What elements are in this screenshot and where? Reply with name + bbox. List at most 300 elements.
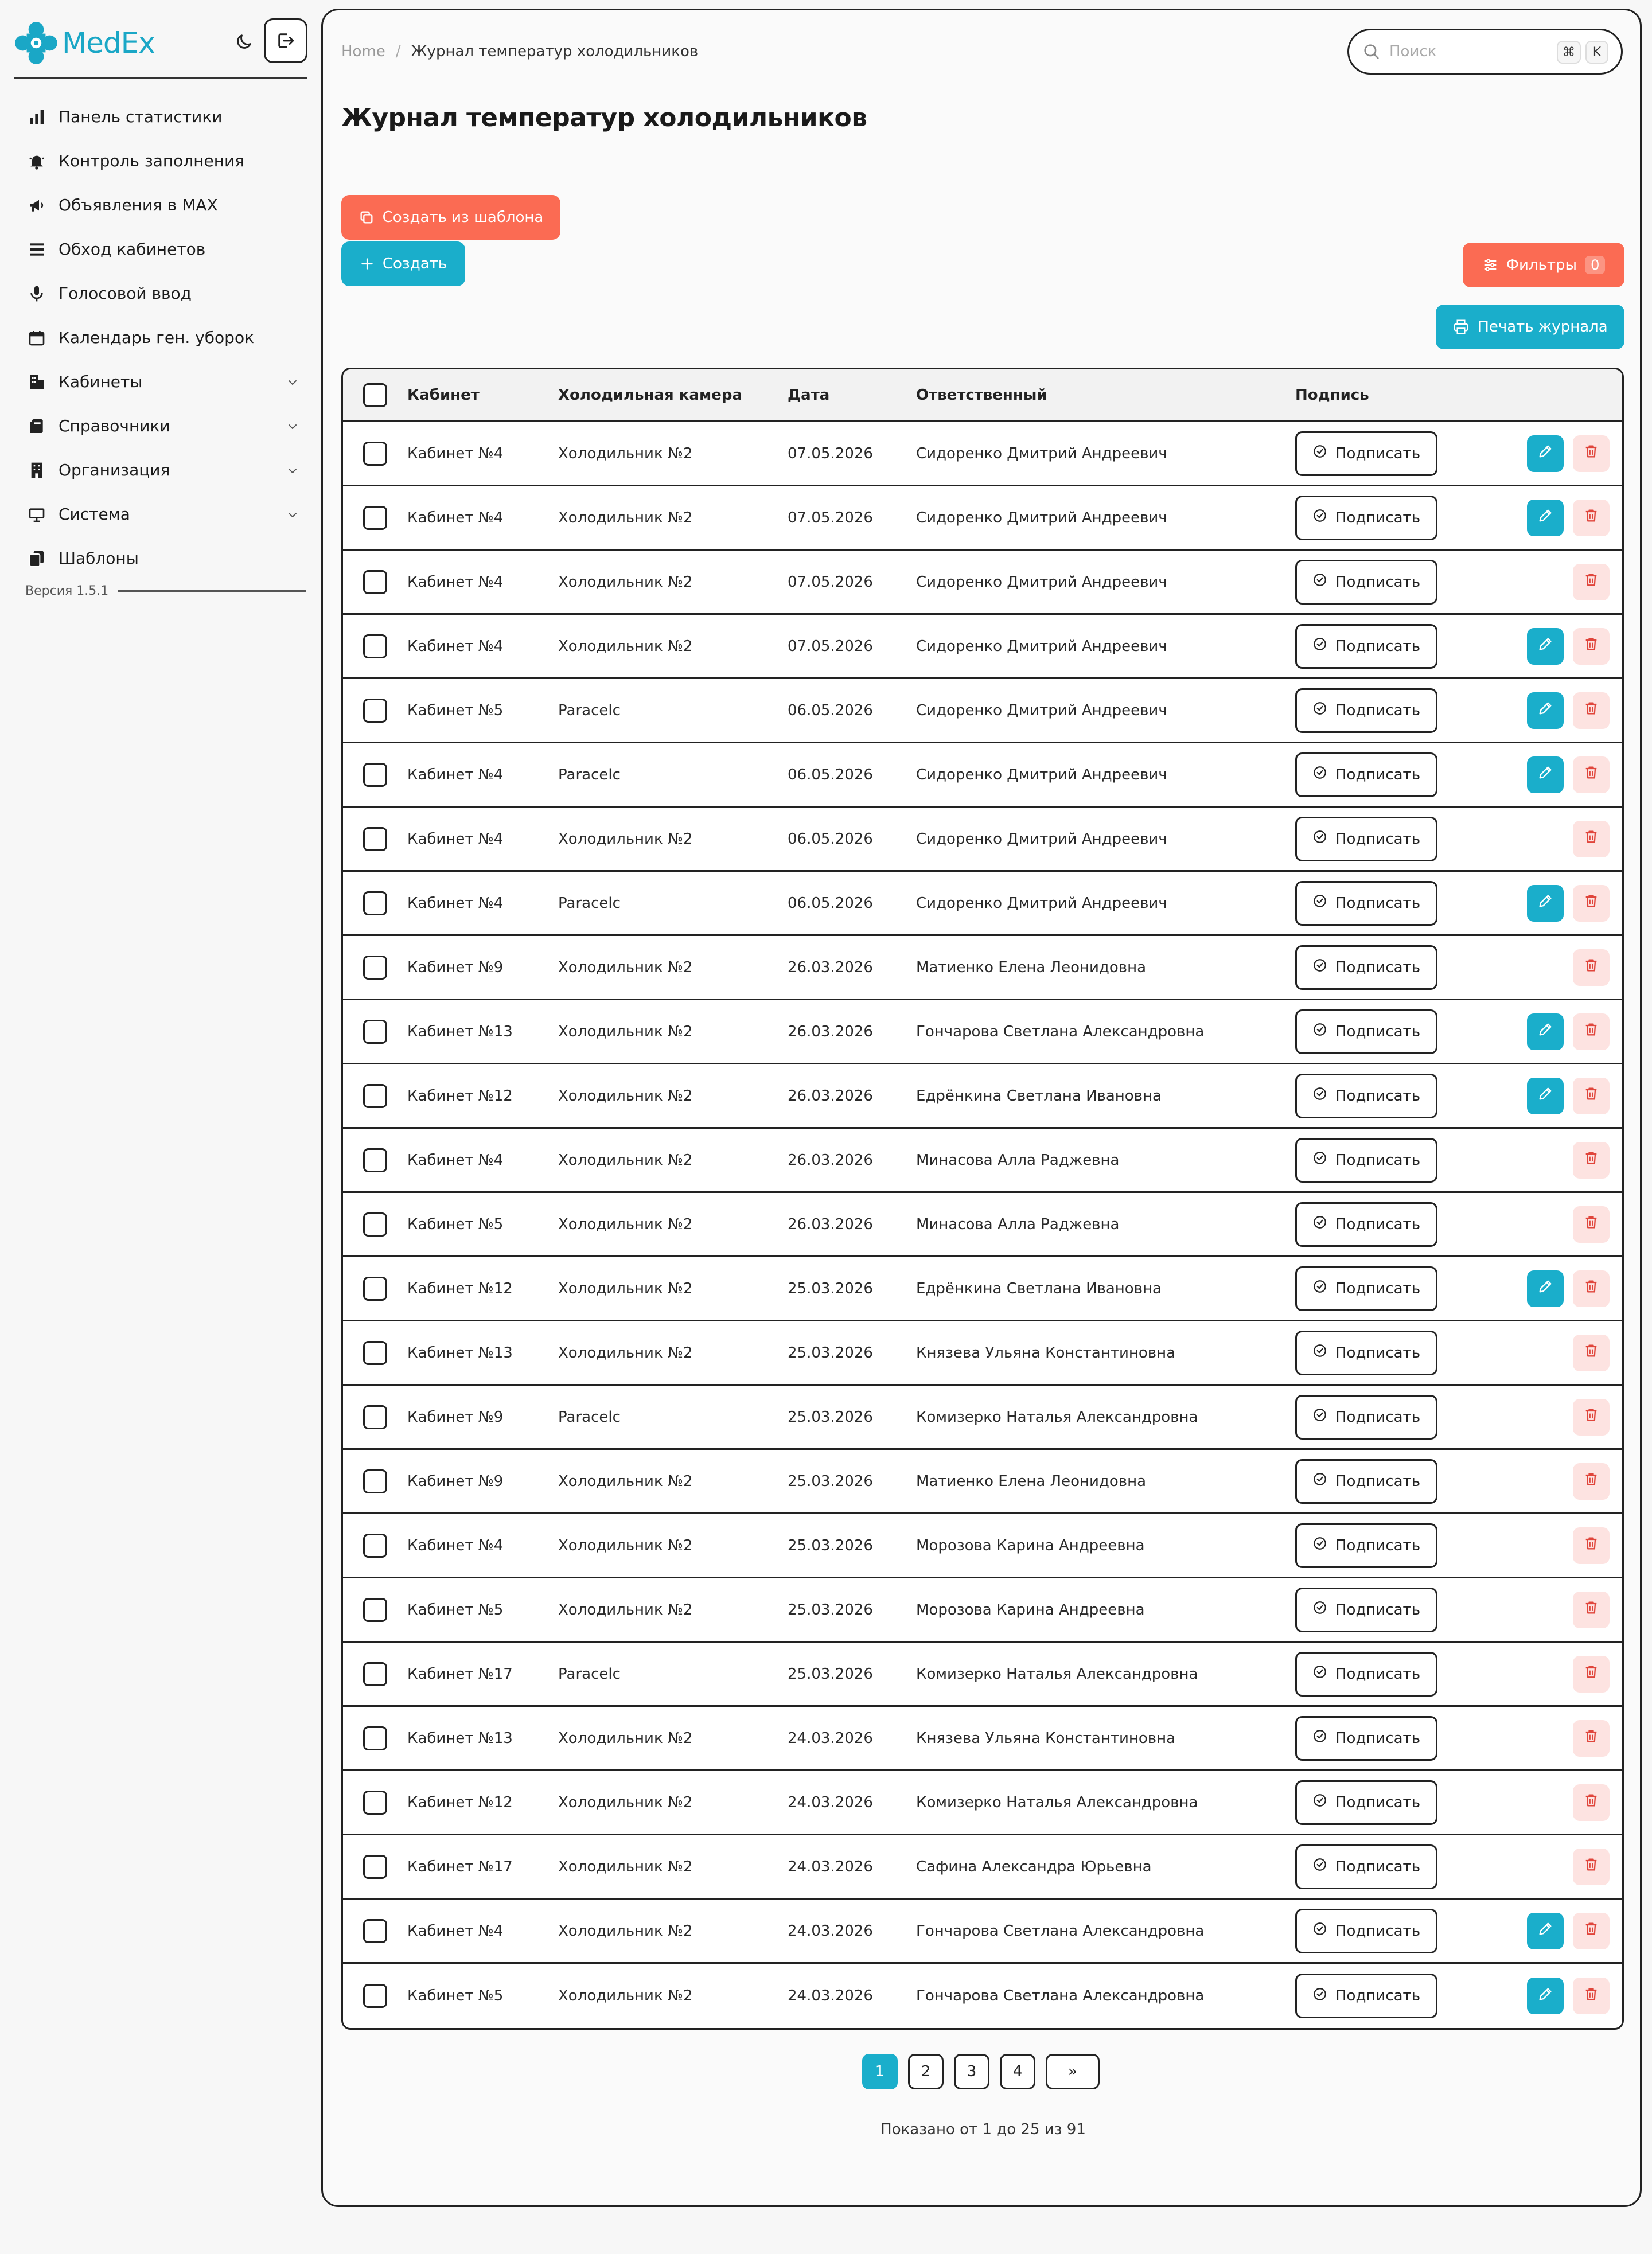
sign-button-label: Подписать <box>1335 1280 1421 1297</box>
table-row <box>343 872 1622 936</box>
row-checkbox[interactable] <box>363 1148 387 1172</box>
row-checkbox[interactable] <box>363 1791 387 1815</box>
row-actions <box>1525 435 1622 472</box>
edit-button[interactable] <box>1527 1913 1564 1949</box>
row-checkbox[interactable] <box>363 634 387 658</box>
table-row <box>343 1514 1622 1578</box>
delete-button[interactable] <box>1573 1335 1610 1371</box>
sidebar-item-book[interactable] <box>25 404 306 448</box>
row-actions <box>1525 1335 1622 1371</box>
delete-button[interactable] <box>1573 1913 1610 1949</box>
page-button-2[interactable]: 2 <box>908 2054 944 2089</box>
delete-button[interactable] <box>1573 1270 1610 1307</box>
cell-camera: Paracelc <box>558 1408 621 1426</box>
sign-button[interactable] <box>1295 1266 1437 1311</box>
delete-button[interactable] <box>1573 1592 1610 1628</box>
row-actions <box>1525 1270 1622 1307</box>
sign-button-label: Подписать <box>1335 1151 1421 1169</box>
cell-signature <box>1295 752 1525 797</box>
cell-signature <box>1295 1588 1525 1632</box>
cell-date: 24.03.2026 <box>788 1858 873 1875</box>
sidebar-item-label: Кабинеты <box>59 372 143 391</box>
create-button[interactable] <box>341 241 465 286</box>
files-icon <box>25 547 48 570</box>
cell-cabinet: Кабинет №4 <box>407 1151 504 1169</box>
table-body <box>343 422 1622 2028</box>
delete-button[interactable] <box>1573 1206 1610 1243</box>
cell-responsible: Морозова Карина Андреевна <box>916 1601 1145 1619</box>
row-checkbox-cell <box>343 570 407 594</box>
sign-button-label: Подписать <box>1335 1987 1421 2005</box>
cell-camera: Холодильник №2 <box>558 1151 693 1169</box>
cell-date: 07.05.2026 <box>788 444 873 462</box>
breadcrumb-current: Журнал температур холодильников <box>411 43 699 60</box>
check-circle-icon <box>1312 829 1327 848</box>
delete-button[interactable] <box>1573 1078 1610 1114</box>
cell-signature <box>1295 1266 1525 1311</box>
sign-button-label: Подписать <box>1335 1087 1421 1105</box>
trash-icon <box>1583 1343 1599 1363</box>
sidebar-nav <box>25 95 306 580</box>
check-circle-icon <box>1312 1279 1327 1298</box>
row-checkbox-cell <box>343 699 407 723</box>
row-checkbox[interactable] <box>363 1662 387 1686</box>
cell-cabinet: Кабинет №12 <box>407 1280 513 1297</box>
create-from-template-label: Создать из шаблона <box>382 209 544 226</box>
cell-signature <box>1295 1780 1525 1825</box>
row-checkbox[interactable] <box>363 1919 387 1943</box>
row-checkbox-cell <box>343 956 407 980</box>
sign-button[interactable] <box>1295 1909 1437 1953</box>
sidebar-item-bell[interactable] <box>25 139 306 183</box>
sign-button[interactable] <box>1295 945 1437 990</box>
sidebar-item-list[interactable] <box>25 227 306 271</box>
table-row <box>343 1129 1622 1193</box>
trash-icon <box>1583 1086 1599 1106</box>
sign-button-label: Подписать <box>1335 830 1421 848</box>
search-box[interactable] <box>1347 29 1623 75</box>
cell-signature <box>1295 1395 1525 1440</box>
trash-icon <box>1583 1792 1599 1812</box>
sign-button[interactable] <box>1295 496 1437 540</box>
table-row <box>343 679 1622 743</box>
row-checkbox[interactable] <box>363 1984 387 2008</box>
shortcut-k-key: K <box>1585 41 1608 64</box>
delete-button[interactable] <box>1573 1463 1610 1500</box>
cell-responsible: Комизерко Наталья Александровна <box>916 1793 1198 1811</box>
cell-signature <box>1295 1844 1525 1889</box>
breadcrumb-separator: / <box>395 43 401 60</box>
cell-camera: Холодильник №2 <box>558 1472 693 1490</box>
cell-camera: Холодильник №2 <box>558 1601 693 1619</box>
sign-button[interactable] <box>1295 1523 1437 1568</box>
row-checkbox[interactable] <box>363 699 387 723</box>
row-checkbox[interactable] <box>363 827 387 851</box>
sign-button-label: Подписать <box>1335 444 1421 462</box>
sign-button-label: Подписать <box>1335 1729 1421 1747</box>
delete-button[interactable] <box>1573 1527 1610 1564</box>
cell-responsible: Минасова Алла Раджевна <box>916 1215 1120 1233</box>
main-panel <box>321 9 1642 2207</box>
cell-cabinet: Кабинет №4 <box>407 766 504 783</box>
cell-cabinet: Кабинет №12 <box>407 1793 513 1811</box>
cell-responsible: Сафина Александра Юрьевна <box>916 1858 1152 1875</box>
edit-button[interactable] <box>1527 1013 1564 1050</box>
sign-button[interactable] <box>1295 431 1437 476</box>
row-checkbox[interactable] <box>363 1212 387 1237</box>
delete-button[interactable] <box>1573 564 1610 600</box>
row-checkbox[interactable] <box>363 891 387 915</box>
row-checkbox[interactable] <box>363 1534 387 1558</box>
pagination <box>862 2054 1100 2089</box>
pencil-icon <box>1537 765 1553 785</box>
row-checkbox-cell <box>343 1084 407 1108</box>
cell-signature <box>1295 881 1525 926</box>
row-checkbox-cell <box>343 1662 407 1686</box>
edit-button[interactable] <box>1527 628 1564 665</box>
delete-button[interactable] <box>1573 1013 1610 1050</box>
trash-icon <box>1583 1150 1599 1170</box>
page-button-1[interactable]: 1 <box>862 2054 898 2089</box>
sign-button-label: Подписать <box>1335 637 1421 655</box>
trash-icon <box>1583 1986 1599 2006</box>
edit-button[interactable] <box>1527 756 1564 793</box>
check-circle-icon <box>1312 637 1327 656</box>
cell-date: 25.03.2026 <box>788 1408 873 1426</box>
cell-responsible: Сидоренко Дмитрий Андреевич <box>916 509 1167 527</box>
table-row <box>343 486 1622 551</box>
pencil-icon <box>1537 443 1553 463</box>
trash-icon <box>1583 1728 1599 1748</box>
sign-button-label: Подписать <box>1335 1408 1421 1426</box>
breadcrumb-home[interactable]: Home <box>341 43 385 60</box>
trash-icon <box>1583 443 1599 463</box>
edit-button[interactable] <box>1527 435 1564 472</box>
cell-signature <box>1295 1974 1525 2018</box>
app-logo[interactable] <box>13 17 155 69</box>
cell-responsible: Сидоренко Дмитрий Андреевич <box>916 766 1167 783</box>
pencil-icon <box>1537 636 1553 656</box>
sign-button[interactable] <box>1295 1009 1437 1054</box>
delete-button[interactable] <box>1573 500 1610 536</box>
edit-button[interactable] <box>1527 500 1564 536</box>
check-circle-icon <box>1312 1407 1327 1426</box>
sidebar-item-office[interactable] <box>25 448 306 492</box>
edit-button[interactable] <box>1527 1078 1564 1114</box>
cell-date: 26.03.2026 <box>788 1215 873 1233</box>
pencil-icon <box>1537 893 1553 913</box>
sidebar-item-microphone[interactable] <box>25 271 306 315</box>
table-row <box>343 1321 1622 1386</box>
row-checkbox-cell <box>343 891 407 915</box>
row-checkbox[interactable] <box>363 1726 387 1750</box>
row-actions <box>1525 628 1622 665</box>
row-checkbox-cell <box>343 763 407 787</box>
sign-button[interactable] <box>1295 1652 1437 1697</box>
column-header-cabinet[interactable]: Кабинет <box>407 386 480 404</box>
check-circle-icon <box>1312 1536 1327 1555</box>
check-circle-icon <box>1312 1987 1327 2006</box>
cell-camera: Холодильник №2 <box>558 1858 693 1875</box>
cell-signature <box>1295 1009 1525 1054</box>
cell-signature <box>1295 1909 1525 1953</box>
row-checkbox-cell <box>343 506 407 530</box>
cell-camera: Холодильник №2 <box>558 1023 693 1040</box>
edit-button[interactable] <box>1527 1978 1564 2014</box>
sign-button[interactable] <box>1295 688 1437 733</box>
sidebar-item-label: Обход кабинетов <box>59 240 206 259</box>
sidebar-item-monitor[interactable] <box>25 492 306 536</box>
trash-icon <box>1583 1471 1599 1491</box>
sign-button[interactable] <box>1295 1459 1437 1504</box>
header-checkbox-cell <box>343 383 407 407</box>
cell-responsible: Сидоренко Дмитрий Андреевич <box>916 894 1167 912</box>
cell-date: 07.05.2026 <box>788 573 873 591</box>
sign-button-label: Подписать <box>1335 1215 1421 1233</box>
delete-button[interactable] <box>1573 756 1610 793</box>
row-checkbox[interactable] <box>363 1277 387 1301</box>
pencil-icon <box>1537 700 1553 720</box>
row-checkbox-cell <box>343 1148 407 1172</box>
cell-date: 25.03.2026 <box>788 1344 873 1362</box>
cell-cabinet: Кабинет №5 <box>407 1215 504 1233</box>
delete-button[interactable] <box>1573 692 1610 729</box>
row-actions <box>1525 500 1622 536</box>
row-actions <box>1525 1720 1622 1757</box>
delete-button[interactable] <box>1573 628 1610 665</box>
trash-icon <box>1583 1278 1599 1298</box>
cell-signature <box>1295 1652 1525 1697</box>
table-row <box>343 1835 1622 1900</box>
sign-button[interactable] <box>1295 1331 1437 1375</box>
cell-signature <box>1295 496 1525 540</box>
sidebar-item-bar-chart[interactable] <box>25 95 306 139</box>
edit-button[interactable] <box>1527 1270 1564 1307</box>
row-checkbox-cell <box>343 1212 407 1237</box>
chevron-down-icon <box>286 463 299 477</box>
cell-camera: Холодильник №2 <box>558 573 693 591</box>
version-divider <box>118 590 306 592</box>
cell-date: 25.03.2026 <box>788 1665 873 1683</box>
moon-icon <box>234 32 254 52</box>
delete-button[interactable] <box>1573 1656 1610 1693</box>
check-circle-icon <box>1312 1215 1327 1234</box>
page-button-4[interactable]: 4 <box>1000 2054 1035 2089</box>
row-checkbox[interactable] <box>363 1341 387 1365</box>
book-icon <box>25 415 48 438</box>
check-circle-icon <box>1312 1664 1327 1683</box>
check-circle-icon <box>1312 701 1327 720</box>
cell-date: 24.03.2026 <box>788 1922 873 1940</box>
cell-camera: Холодильник №2 <box>558 637 693 655</box>
column-header-signature[interactable]: Подпись <box>1295 386 1369 404</box>
column-header-date[interactable]: Дата <box>788 386 830 404</box>
cell-cabinet: Кабинет №13 <box>407 1023 513 1040</box>
sliders-icon <box>1482 257 1498 273</box>
sidebar-item-files[interactable] <box>25 536 306 580</box>
delete-button[interactable] <box>1573 1720 1610 1757</box>
cell-cabinet: Кабинет №4 <box>407 830 504 848</box>
row-checkbox[interactable] <box>363 1405 387 1429</box>
cell-cabinet: Кабинет №4 <box>407 573 504 591</box>
sign-button[interactable] <box>1295 1202 1437 1247</box>
trash-icon <box>1583 1535 1599 1555</box>
sign-button[interactable] <box>1295 1138 1437 1183</box>
row-actions <box>1525 821 1622 857</box>
row-checkbox-cell <box>343 1020 407 1044</box>
trash-icon <box>1583 636 1599 656</box>
row-checkbox[interactable] <box>363 442 387 466</box>
sign-button[interactable] <box>1295 817 1437 861</box>
sign-button[interactable] <box>1295 1716 1437 1761</box>
next-page-button[interactable]: » <box>1046 2054 1100 2089</box>
sidebar-item-building[interactable] <box>25 360 306 404</box>
cell-date: 26.03.2026 <box>788 1151 873 1169</box>
check-circle-icon <box>1312 1729 1327 1748</box>
row-checkbox-cell <box>343 634 407 658</box>
sign-button-label: Подписать <box>1335 894 1421 912</box>
cell-date: 26.03.2026 <box>788 958 873 976</box>
cell-signature <box>1295 1523 1525 1568</box>
logout-button[interactable] <box>264 18 307 63</box>
pencil-icon <box>1537 1086 1553 1106</box>
cell-cabinet: Кабинет №4 <box>407 637 504 655</box>
table-row <box>343 422 1622 486</box>
cell-signature <box>1295 1716 1525 1761</box>
cell-cabinet: Кабинет №4 <box>407 509 504 527</box>
sign-button-label: Подписать <box>1335 1793 1421 1811</box>
delete-button[interactable] <box>1573 1399 1610 1436</box>
sign-button-label: Подписать <box>1335 1472 1421 1490</box>
cell-responsible: Сидоренко Дмитрий Андреевич <box>916 637 1167 655</box>
row-checkbox[interactable] <box>363 1598 387 1622</box>
cell-date: 25.03.2026 <box>788 1537 873 1554</box>
copy-icon <box>359 209 375 225</box>
calendar-icon <box>25 326 48 349</box>
table-row <box>343 1450 1622 1514</box>
row-checkbox[interactable] <box>363 1469 387 1493</box>
sign-button[interactable] <box>1295 624 1437 669</box>
create-from-template-button[interactable] <box>341 195 560 240</box>
sidebar-item-calendar[interactable] <box>25 315 306 360</box>
sign-button[interactable] <box>1295 1844 1437 1889</box>
cell-camera: Paracelc <box>558 1665 621 1683</box>
table-header <box>343 369 1622 422</box>
cell-date: 24.03.2026 <box>788 1793 873 1811</box>
delete-button[interactable] <box>1573 1784 1610 1821</box>
delete-button[interactable] <box>1573 1849 1610 1885</box>
column-header-camera[interactable]: Холодильная камера <box>558 386 743 404</box>
row-checkbox-cell <box>343 1277 407 1301</box>
row-checkbox[interactable] <box>363 506 387 530</box>
sidebar-item-megaphone[interactable] <box>25 183 306 227</box>
filters-button[interactable] <box>1463 243 1624 287</box>
create-label: Создать <box>382 255 447 272</box>
row-actions <box>1525 949 1622 986</box>
check-circle-icon <box>1312 765 1327 784</box>
sign-button[interactable] <box>1295 881 1437 926</box>
monitor-icon <box>25 503 48 526</box>
cell-responsible: Минасова Алла Раджевна <box>916 1151 1120 1169</box>
trash-icon <box>1583 508 1599 528</box>
cell-signature <box>1295 624 1525 669</box>
cell-cabinet: Кабинет №9 <box>407 1408 504 1426</box>
check-circle-icon <box>1312 1151 1327 1169</box>
cell-cabinet: Кабинет №13 <box>407 1344 513 1362</box>
cell-cabinet: Кабинет №13 <box>407 1729 513 1747</box>
cell-camera: Paracelc <box>558 701 621 719</box>
row-checkbox[interactable] <box>363 1084 387 1108</box>
sign-button[interactable] <box>1295 1974 1437 2018</box>
row-checkbox-cell <box>343 1726 407 1750</box>
column-header-responsible[interactable]: Ответственный <box>916 386 1047 404</box>
select-all-checkbox[interactable] <box>363 383 387 407</box>
cell-responsible: Матиенко Елена Леонидовна <box>916 958 1147 976</box>
logout-icon <box>276 31 295 50</box>
cell-cabinet: Кабинет №4 <box>407 1922 504 1940</box>
row-checkbox[interactable] <box>363 1020 387 1044</box>
cell-date: 24.03.2026 <box>788 1987 873 2005</box>
edit-button[interactable] <box>1527 692 1564 729</box>
sign-button[interactable] <box>1295 752 1437 797</box>
sign-button[interactable] <box>1295 1395 1437 1440</box>
cell-cabinet: Кабинет №17 <box>407 1665 513 1683</box>
sign-button[interactable] <box>1295 1588 1437 1632</box>
cell-responsible: Сидоренко Дмитрий Андреевич <box>916 444 1167 462</box>
table-row <box>343 1707 1622 1771</box>
page-button-3[interactable]: 3 <box>954 2054 989 2089</box>
cell-camera: Холодильник №2 <box>558 1987 693 2005</box>
delete-button[interactable] <box>1573 1978 1610 2014</box>
medex-logo-icon <box>13 20 60 67</box>
theme-toggle-button[interactable] <box>229 28 258 56</box>
trash-icon <box>1583 1921 1599 1941</box>
delete-button[interactable] <box>1573 949 1610 986</box>
sidebar-item-label: Контроль заполнения <box>59 151 245 170</box>
cell-camera: Холодильник №2 <box>558 509 693 527</box>
filters-count-badge: 0 <box>1585 256 1605 274</box>
bar-chart-icon <box>25 106 48 128</box>
row-checkbox[interactable] <box>363 956 387 980</box>
sign-button-label: Подписать <box>1335 701 1421 719</box>
cell-responsible: Сидоренко Дмитрий Андреевич <box>916 701 1167 719</box>
row-checkbox[interactable] <box>363 763 387 787</box>
cell-cabinet: Кабинет №4 <box>407 444 504 462</box>
cell-date: 25.03.2026 <box>788 1280 873 1297</box>
sign-button[interactable] <box>1295 560 1437 605</box>
trash-icon <box>1583 1214 1599 1234</box>
sign-button[interactable] <box>1295 1780 1437 1825</box>
edit-button[interactable] <box>1527 885 1564 922</box>
sidebar-item-label: Справочники <box>59 416 170 435</box>
row-checkbox-cell <box>343 1341 407 1365</box>
row-checkbox[interactable] <box>363 570 387 594</box>
delete-button[interactable] <box>1573 885 1610 922</box>
cell-date: 06.05.2026 <box>788 766 873 783</box>
pencil-icon <box>1537 508 1553 528</box>
row-actions <box>1525 1849 1622 1885</box>
delete-button[interactable] <box>1573 1142 1610 1179</box>
row-checkbox[interactable] <box>363 1855 387 1879</box>
building-icon <box>25 371 48 393</box>
bell-icon <box>25 150 48 173</box>
print-journal-button[interactable] <box>1436 305 1624 349</box>
row-actions <box>1525 1784 1622 1821</box>
delete-button[interactable] <box>1573 821 1610 857</box>
search-input[interactable] <box>1389 43 1556 60</box>
sign-button[interactable] <box>1295 1074 1437 1118</box>
delete-button[interactable] <box>1573 435 1610 472</box>
